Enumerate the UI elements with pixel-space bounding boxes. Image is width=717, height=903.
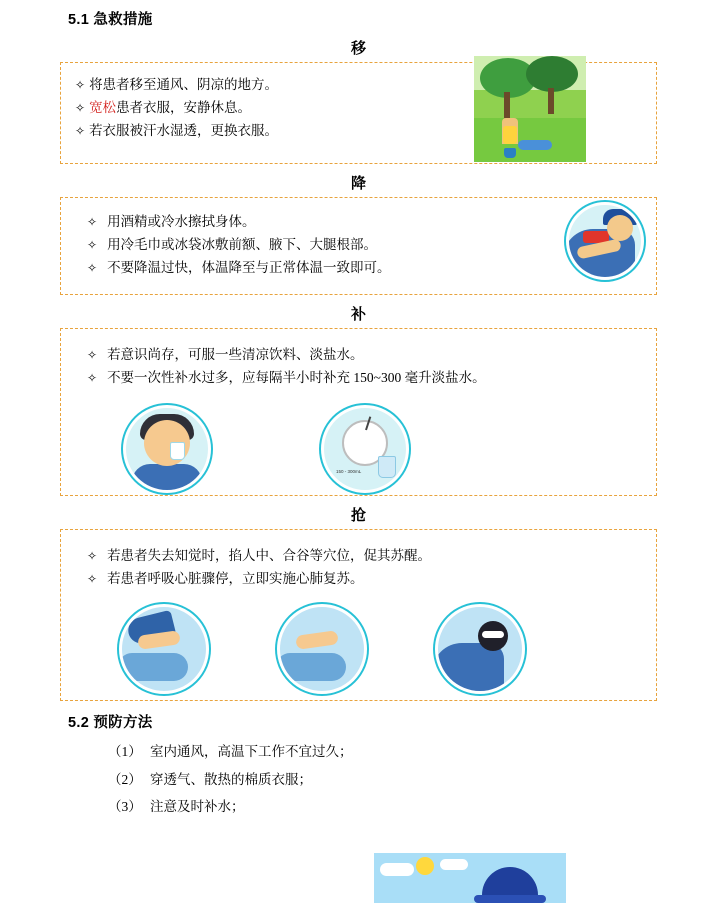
bullet-item xyxy=(75,345,642,366)
park-scene-illustration xyxy=(474,56,586,162)
worker-helmet-sunny-illustration xyxy=(374,853,566,903)
diamond-bullet-icon: ✧ xyxy=(87,260,98,275)
bullet-text: 若意识尚存，可服一些清凉饮料、淡盐水。 xyxy=(107,347,364,362)
bullet-item xyxy=(75,546,642,567)
illustration-row xyxy=(123,405,642,493)
illustration-row xyxy=(119,604,642,694)
list-item-label: 穿透气、散热的棉质衣服； xyxy=(150,771,312,787)
highlighted-term: 宽松 xyxy=(89,99,117,115)
list-item-number: （1） xyxy=(108,744,142,759)
bullet-item xyxy=(75,569,642,590)
bullet-item xyxy=(75,368,642,389)
page-title: 5.1 急救措施 xyxy=(68,12,153,28)
list-item xyxy=(108,766,657,794)
group-yi xyxy=(60,37,657,164)
group-qiang xyxy=(60,504,657,701)
group-label-bu: 补 xyxy=(350,306,366,323)
drinking-water-illustration xyxy=(123,405,211,493)
diamond-bullet-icon: ✧ xyxy=(75,78,86,92)
group-box-qiang xyxy=(60,529,657,701)
group-label-jiang: 降 xyxy=(350,175,366,192)
bullet-text: 若患者失去知觉时，掐人中、合谷等穴位，促其苏醒。 xyxy=(107,548,432,563)
diamond-bullet-icon: ✧ xyxy=(75,123,86,138)
list-item xyxy=(108,738,657,766)
rescuer-illustration xyxy=(435,604,525,694)
diamond-bullet-icon: ✧ xyxy=(87,237,98,252)
bullet-text: 将患者移至通风、阴凉的地方。 xyxy=(89,77,279,92)
group-box-yi xyxy=(60,62,657,164)
prevention-list xyxy=(108,738,657,821)
bullet-text: 用冷毛巾或冰袋冰敷前额、腋下、大腿根部。 xyxy=(107,236,378,252)
bullet-item xyxy=(75,258,642,279)
water-volume-gauge-illustration xyxy=(321,405,409,493)
diamond-bullet-icon: ✧ xyxy=(75,100,86,115)
chest-compression-illustration xyxy=(277,604,367,694)
diamond-bullet-icon: ✧ xyxy=(87,571,98,586)
bullet-item xyxy=(75,235,642,256)
bullet-text-rest: 患者衣服，安静休息。 xyxy=(116,99,252,115)
list-item xyxy=(108,793,657,821)
bullet-text: 用酒精或冷水擦拭身体。 xyxy=(107,214,256,229)
document-page xyxy=(0,8,717,903)
gauge-caption: 150 - 300mL xyxy=(336,468,362,474)
bullet-text: 若衣服被汗水湿透，更换衣服。 xyxy=(89,122,279,138)
group-label-yi: 移 xyxy=(350,40,366,57)
diamond-bullet-icon: ✧ xyxy=(87,215,98,229)
diamond-bullet-icon: ✧ xyxy=(87,370,98,385)
diamond-bullet-icon: ✧ xyxy=(87,348,98,362)
bullet-text: 不要一次性补水过多，应每隔半小时补充 150~300 毫升淡盐水。 xyxy=(107,369,486,385)
group-box-bu xyxy=(60,328,657,496)
bullet-text: 若患者呼吸心脏骤停，立即实施心肺复苏。 xyxy=(107,570,364,586)
group-bu xyxy=(60,303,657,496)
group-jiang xyxy=(60,172,657,295)
bullet-text: 不要降温过快，体温降至与正常体温一致即可。 xyxy=(107,259,391,275)
list-item-number: （3） xyxy=(108,799,142,815)
pressure-point-illustration xyxy=(119,604,209,694)
group-box-jiang xyxy=(60,197,657,295)
cold-compress-illustration xyxy=(566,202,644,280)
list-item-label: 注意及时补水； xyxy=(150,799,245,815)
list-item-number: （2） xyxy=(108,771,142,787)
diamond-bullet-icon: ✧ xyxy=(87,549,98,563)
bullet-item xyxy=(75,212,642,233)
section-52 xyxy=(60,711,657,821)
section-52-heading: 5.2 预防方法 xyxy=(68,715,153,731)
group-label-qiang: 抢 xyxy=(350,507,366,524)
list-item-label: 室内通风，高温下工作不宜过久； xyxy=(150,744,353,759)
